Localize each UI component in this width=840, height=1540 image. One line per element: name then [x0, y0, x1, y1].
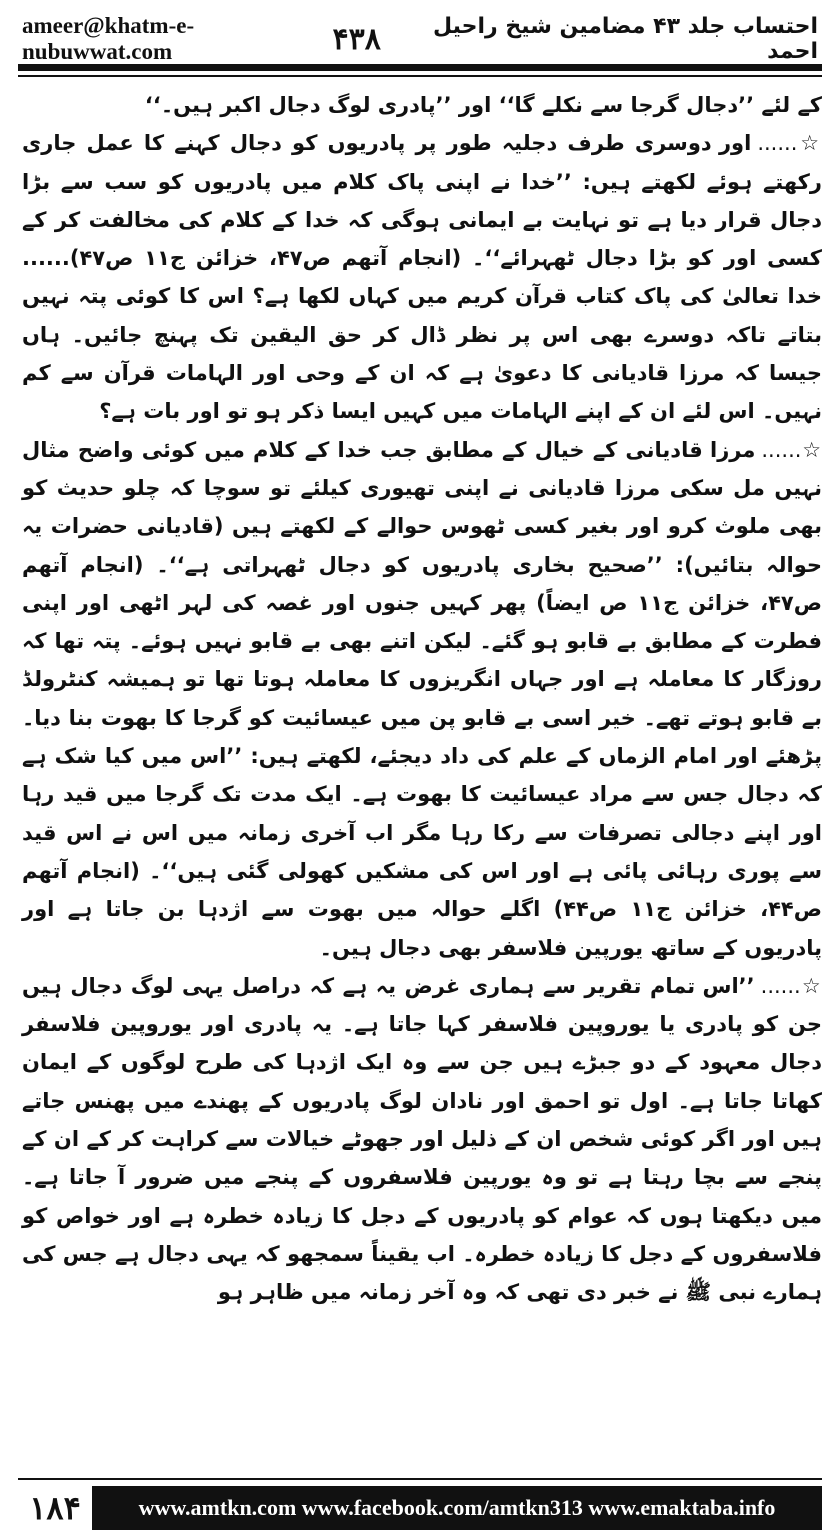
footer-rule — [18, 1478, 822, 1480]
header-rule-thin — [18, 75, 822, 77]
book-title: احتساب جلد ۴۳ مضامین شیخ راحیل احمد — [433, 14, 818, 64]
article-body — [22, 86, 822, 1470]
header-rule-thick — [18, 64, 822, 71]
footer-links-bar[interactable]: www.amtkn.com www.facebook.com/amtkn313 www.emaktaba.info — [92, 1486, 822, 1530]
paragraph-4-text: ’’اس تمام تقریر سے ہماری غرض یہ ہے کہ دراصل یہی لوگ دجال ہیں جن کو پادری یا یوروپین فلاسفر کہا جاتا ہے۔ یہ پادری اور یوروپین فلاسفر دجال معہود کے دو جبڑے ہیں جن سے وہ ایک اژدہا کی طرح لوگوں کے ایمان کھاتا جاتا ہے۔ اول تو احمق اور نادان لوگ پادریوں کے پھندے میں پھنس جاتے ہیں اور اگر کوئی شخص ان کے ذلیل اور جھوٹے خیالات سے کراہت کر کے ان کے پنجے سے بچا رہتا ہے تو وہ یورپین فلاسفروں کے پنجے میں ضرور آ جاتا ہے۔ میں دیکھتا ہوں کہ عوام کو پادریوں کے دجل کا زیادہ خطرہ ہے اور خواص کو فلاسفروں کے دجل کا زیادہ خطرہ۔ اب یقیناً سمجھو کہ یہی دجال ہے جس کی ہمارے نبی ﷺ نے خبر دی تھی کہ وہ آخر زمانہ میں ظاہر ہو — [22, 973, 822, 1305]
star-bullet-icon: ☆...... — [757, 131, 822, 156]
paragraph-4 — [22, 967, 822, 1312]
page-footer — [18, 1486, 822, 1530]
footer-page-number: ۱۸۴ — [29, 1490, 81, 1526]
star-bullet-icon: ☆...... — [760, 973, 822, 998]
paragraph-3 — [22, 431, 822, 967]
star-bullet-icon: ☆...... — [761, 437, 822, 462]
paragraph-2 — [22, 124, 822, 430]
header-email[interactable]: ameer@khatm-e-nubuwwat.com — [22, 13, 195, 64]
paragraph-2-text: اور دوسری طرف دجلیہ طور پر پادریوں کو دجال کہنے کا عمل جاری رکھتے ہوئے لکھتے ہیں: ’’خدا نے اپنی پاک کلام میں پادریوں کو سب سے بڑا دجال قرار دیا ہے تو نہایت بے ایمانی ہوگی کہ خدا کے کلام کی مخالفت کر کے کسی اور کو بڑا دجال ٹھہرائے‘‘۔ (انجام آتھم ص۴۷، خزائن ج۱۱ ص۴۷)...... خدا تعالیٰ کی پاک کتاب قرآن کریم میں کہاں لکھا ہے؟ اس کا کوئی پتہ نہیں بتاتے تاکہ دوسرے بھی اس پر نظر ڈال کر حق الیقین تک پہنچ جائیں۔ ہاں جیسا کہ مرزا قادیانی کا دعویٰ ہے کہ ان کے وحی اور الہامات قرآن سے کم نہیں۔ اس لئے ان کے اپنے الہامات میں کہیں ایسا ذکر ہو تو اور بات ہے؟ — [22, 131, 822, 424]
paragraph-1: کے لئے ’’دجال گرجا سے نکلے گا‘‘ اور ’’پادری لوگ دجال اکبر ہیں۔‘‘ — [144, 93, 822, 117]
paragraph-3-text: مرزا قادیانی کے خیال کے مطابق جب خدا کے کلام میں کوئی واضح مثال نہیں مل سکی مرزا قادیانی نے اپنی تھیوری کیلئے تو سوچا کہ چلو حدیث کو بھی ملوث کرو اور بغیر کسی ٹھوس حوالے کے لکھتے ہیں (قادیانی حضرات یہ حوالہ بتائیں): ’’صحیح بخاری پادریوں کو دجال ٹھہراتی ہے‘‘۔ (انجام آتھم ص۴۷، خزائن ج۱۱ ص ایضاً) پھر کہیں جنوں اور غصہ کی لہر اٹھی اور اپنی فطرت کے مطابق بے قابو ہو گئے۔ لیکن اتنے بھی بے قابو نہیں ہوئے۔ پتہ تھا کہ روزگار کا معاملہ ہے اور جہاں انگریزوں کا معاملہ ہوتا تھا تو ہمیشہ کنٹرولڈ بے قابو ہوتے تھے۔ خیر اسی بے قابو پن میں عیسائیت کو گرجا کا بھوت بنا دیا۔ پڑھئے اور امام الزماں کے علم کی داد دیجئے، لکھتے ہیں: ’’اس میں کیا شک ہے کہ دجال جس سے مراد عیسائیت کا بھوت ہے۔ ایک مدت تک گرجا میں قید رہا اور اپنے دجالی تصرفات سے رکا رہا مگر اب آخری زمانہ میں اس نے اس قید سے پوری رہائی پائی ہے اور اس کی مشکیں کھولی گئی ہیں‘‘۔ (انجام آتھم ص۴۴، خزائن ج۱۱ ص۴۴) اگلے حوالہ میں بھوت سے اژدہا بن جاتا ہے اور پادریوں کے ساتھ یورپین فلاسفر بھی دجال ہیں۔ — [22, 437, 822, 960]
page-header — [22, 13, 818, 64]
header-title-block — [333, 14, 818, 64]
header-page-number: ۴۳۸ — [332, 22, 381, 56]
